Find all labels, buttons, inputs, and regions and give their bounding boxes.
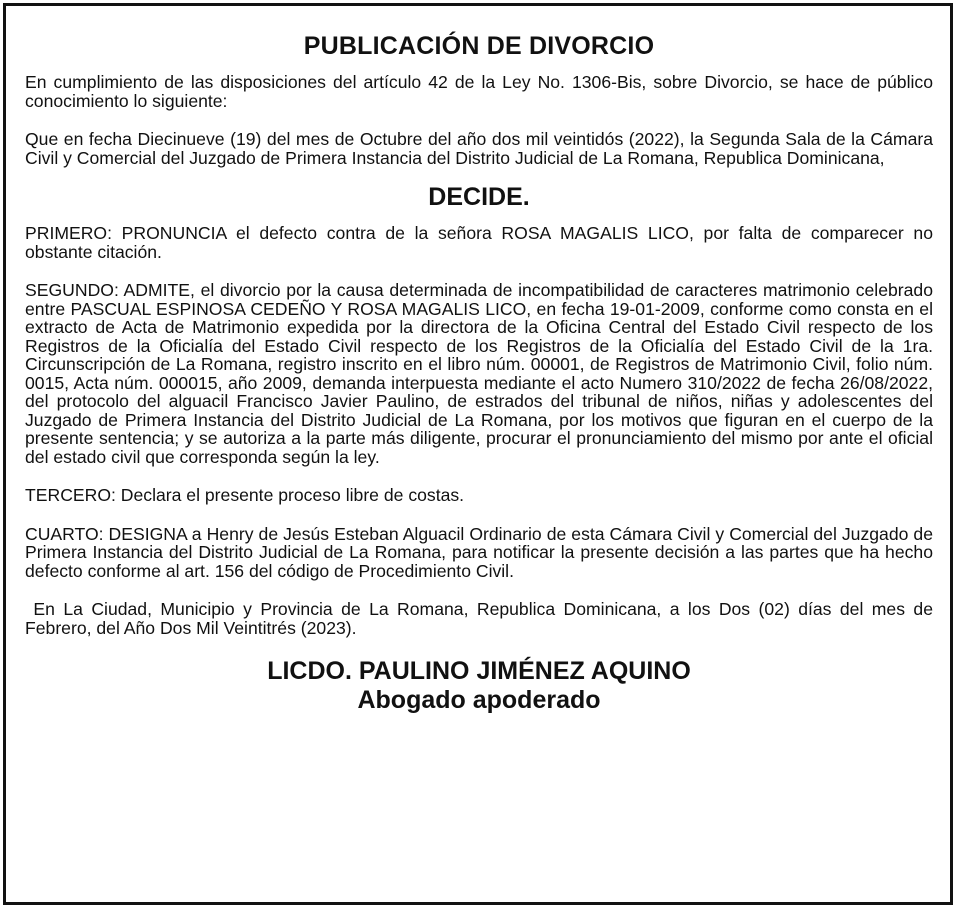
ruling-primero: PRIMERO: PRONUNCIA el defecto contra de la señora ROSA MAGALIS LICO, por falta de comparecer no obstante citación. [25, 223, 933, 262]
signatory-name: LICDO. PAULINO JIMÉNEZ AQUINO [267, 657, 691, 685]
ruling-segundo: SEGUNDO: ADMITE, el divorcio por la causa determinada de incompatibilidad de caracteres matrimonio celebrado entre PASCUAL ESPINOSA CEDEÑO Y ROSA MAGALIS LICO, en fecha 19-01-2009, conforme como consta en el extracto de Acta de Matrimonio expedida por la directora de la Oficina Central del Estado Civil respecto de los Registros de la Oficialía del Estado Civil respecto de los Registros de la Oficialía del Estado Civil de la 1ra. Circunscripción de La Romana, registro inscrito en el libro núm. 00001, de Registros de Matrimonio Civil, folio núm. 0015, Acta núm. 000015, año 2009, demanda interpuesta mediante el acto Numero 310/2022 de fecha 26/08/2022, del protocolo del alguacil Francisco Javier Paulino, de estrados del tribunal de niños, niñas y adolescentes del Juzgado de Primera Instancia del Distrito Judicial de La Romana, por los motivos que figuran en el cuerpo de la presente sentencia; y se autoriza a la parte más diligente, procurar el pronunciamiento del mismo por ante el oficial del estado civil que corresponda según la ley. [25, 280, 933, 467]
decide-heading: DECIDE. [428, 183, 530, 211]
signature-block [25, 657, 933, 715]
notice-border [3, 3, 953, 905]
signatory-title: Abogado apoderado [357, 686, 601, 714]
notice-title: PUBLICACIÓN DE DIVORCIO [303, 32, 655, 60]
ruling-cuarto: CUARTO: DESIGNA a Henry de Jesús Esteban Alguacil Ordinario de esta Cámara Civil y Comercial del Juzgado de Primera Instancia del Distrito Judicial de La Romana, para notificar la presente decisión a las partes que ha hecho defecto conforme al art. 156 del código de Procedimiento Civil. [25, 523, 933, 581]
preamble-paragraph: Que en fecha Diecinueve (19) del mes de Octubre del año dos mil veintidós (2022), la Segunda Sala de la Cámara Civil y Comercial del Juzgado de Primera Instancia del Distrito Judicial de La Romana, Republica Dominicana, [25, 129, 933, 168]
notice-content [25, 31, 938, 715]
intro-paragraph: En cumplimiento de las disposiciones del artículo 42 de la Ley No. 1306-Bis, sobre Divorcio, se hace de público conocimiento lo siguiente: [25, 72, 933, 111]
ruling-tercero: TERCERO: Declara el presente proceso libre de costas. [25, 485, 465, 505]
closing-paragraph: En La Ciudad, Municipio y Provincia de La Romana, Republica Dominicana, a los Dos (02) días del mes de Febrero, del Año Dos Mil Veintitrés (2023). [25, 599, 938, 638]
